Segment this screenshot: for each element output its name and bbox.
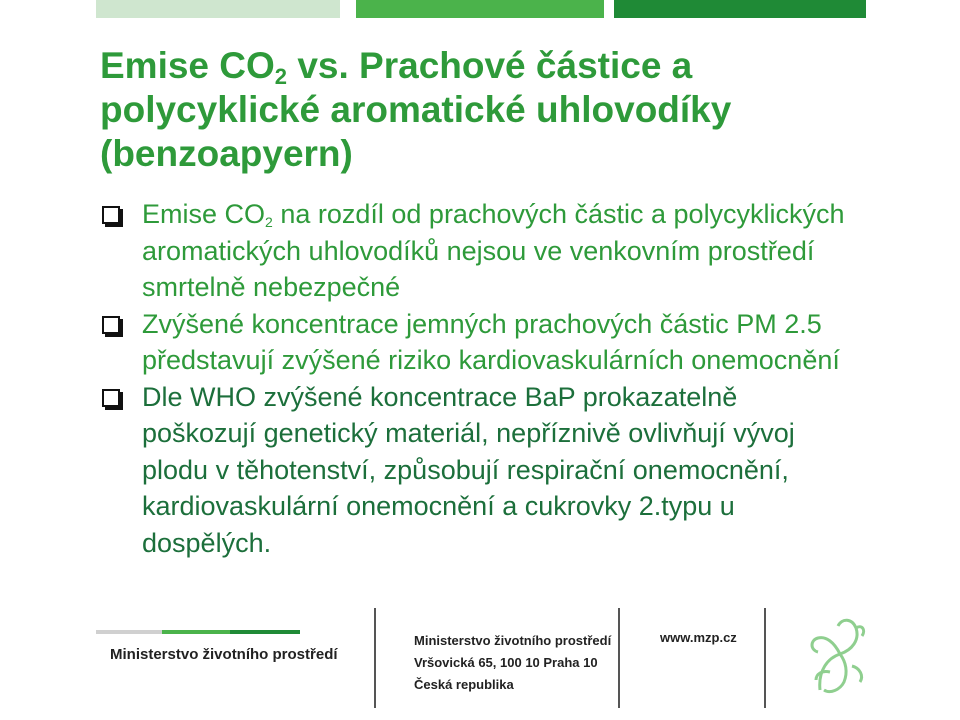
bullet-item-who-bap: Dle WHO zvýšené koncentrace BaP prokazatelně poškozují genetický materiál, nepříznivě ovlivňují vývoj plodu v těhotenství, způsobují respirační onemocnění, kardiovaskulární onemocnění a cukrovky 2.typu u dospělých. [98,379,858,562]
ministry-address [414,630,611,696]
bullet-item-pm25: Zvýšené koncentrace jemných prachových částic PM 2.5 představují zvýšené riziko kardiovaskulárních onemocnění [98,306,858,379]
address-line2: Vršovická 65, 100 10 Praha 10 [414,655,598,670]
footer-bar-dark [230,630,300,634]
title-line1: Emise $CO_2$ vs. Prachové částice a [100,45,693,89]
lion-emblem-icon [800,610,880,700]
checkbox-bullet-icon [102,206,120,224]
top-bar-mid [356,0,604,18]
slide-title [100,44,880,176]
checkbox-bullet-icon [102,389,120,407]
bullet-list [98,196,858,561]
bullet-item-co2: Emise $CO_2$ na rozdíl od prachových částic a polycyklických aromatických uhlovodíků nejsou ve venkovním prostředí smrtelně nebezpečné [98,196,858,306]
footer [0,600,960,720]
footer-divider [764,608,766,708]
checkbox-bullet-icon [102,316,120,334]
address-line3: Česká republika [414,677,514,692]
top-bar-dark [614,0,866,18]
top-decorative-bars [0,0,960,20]
footer-divider [374,608,376,708]
title-line2: polycyklické aromatické uhlovodíky [100,89,732,130]
title-line3: (benzoapyern) [100,133,353,174]
top-bar-light [96,0,340,18]
footer-divider [618,608,620,708]
footer-bar-mid [162,630,230,634]
footer-bar-gray [96,630,162,634]
ministry-name: Ministerstvo životního prostředí [110,646,338,663]
website-link[interactable]: www.mzp.cz [660,630,737,645]
address-line1: Ministerstvo životního prostředí [414,633,612,648]
